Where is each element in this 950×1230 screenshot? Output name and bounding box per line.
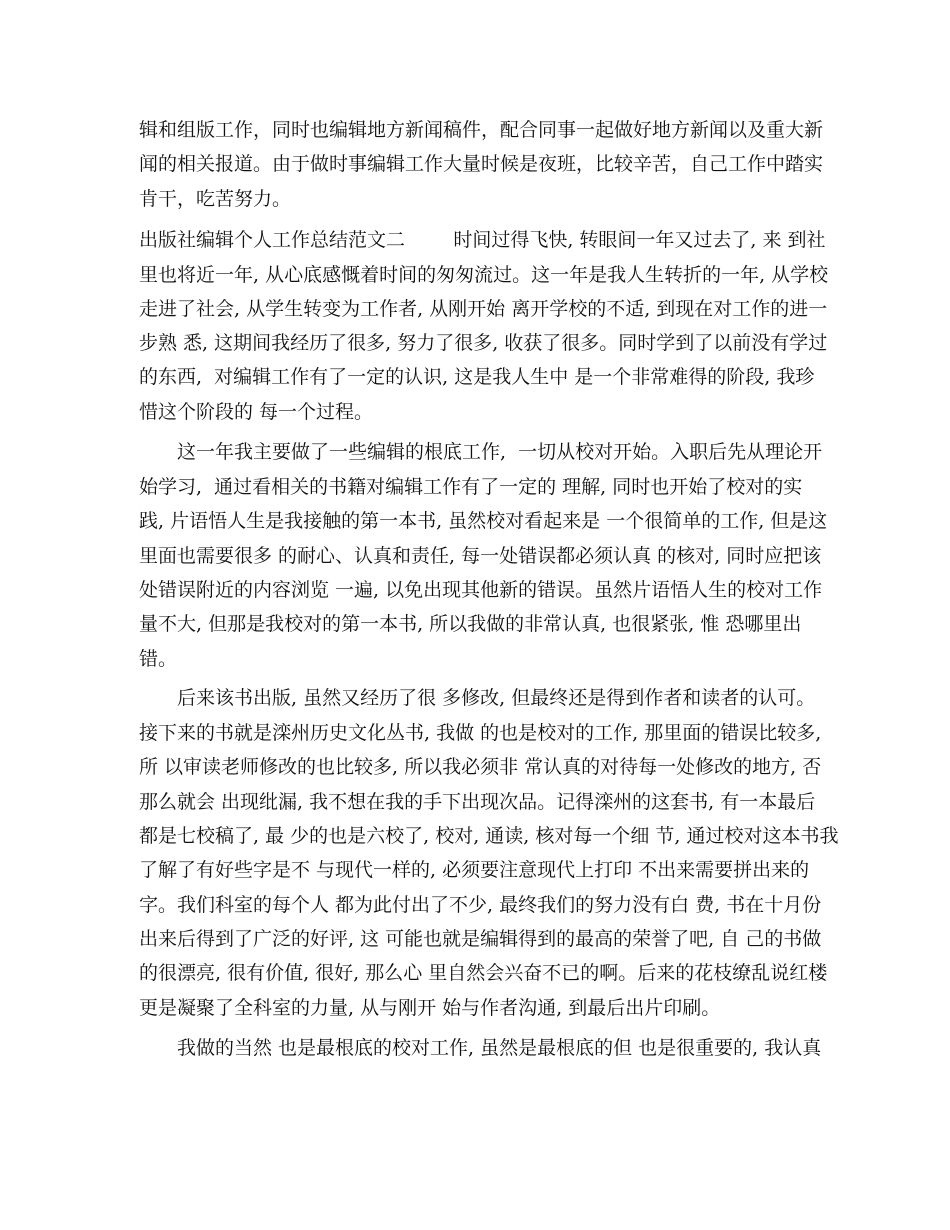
text-line: 惜这个阶段的 每一个过程。: [139, 401, 374, 423]
text-line: 出来后得到了广泛的好评, 这 可能也就是编辑得到的最高的荣誉了吧, 自 己的书做: [139, 928, 822, 950]
text-line: 我做的当然 也是最根底的校对工作, 虽然是最根底的但 也是很重要的, 我认真: [177, 1037, 822, 1059]
text-line: 出版社编辑个人工作总结范文二 时间过得飞快, 转眼间一年又过去了, 来 到社: [139, 229, 826, 251]
text-line: 里也将近一年, 从心底感慨着时间的匆匆流过。这一年是我人生转折的一年, 从学校: [139, 264, 829, 286]
text-line: 量不大, 但那是我校对的第一本书, 所以我做的非常认真, 也很紧张, 惟 恐哪里出: [139, 613, 802, 635]
text-line: 错。: [139, 648, 178, 670]
text-line: 处错误附近的内容浏览 一遍, 以免出现其他新的错误。虽然片语悟人生的校对工作: [139, 579, 823, 601]
text-line: 这一年我主要做了一些编辑的根底工作, 一切从校对开始。入职后先从理论开: [177, 441, 823, 463]
text-line: 更是凝聚了全科室的力量, 从与刚开 始与作者沟通, 到最后出片印刷。: [139, 997, 721, 1019]
text-line: 后来该书出版, 虽然又经历了很 多修改, 但最终还是得到作者和读者的认可。: [177, 687, 816, 709]
text-line: 闻的相关报道。由于做时事编辑工作大量时候是夜班，比较辛苦，自己工作中踏实: [139, 153, 824, 175]
text-line: 里面也需要很多 的耐心、认真和责任, 每一处错误都必须认真 的核对, 同时应把该: [139, 545, 822, 567]
text-line: 践, 片语悟人生是我接触的第一本书, 虽然校对看起来是 一个很简单的工作, 但是这: [139, 510, 828, 532]
text-line: 都是七校稿了, 最 少的也是六校了, 校对, 通读, 核对每一个细 节, 通过校对这本书我: [139, 825, 839, 847]
text-line: 步熟 悉, 这期间我经历了很多, 努力了很多, 收获了很多。同时学到了以前没有学过: [139, 332, 828, 354]
text-line: 接下来的书就是滦州历史文化丛书, 我做 的也是校对的工作, 那里面的错误比较多,: [139, 722, 822, 744]
text-line: 所 以审读老师修改的也比较多, 所以我必须非 常认真的对待每一处修改的地方, 否: [139, 756, 822, 778]
text-line: 了解了有好些字是不 与现代一样的, 必须要注意现代上打印 不出来需要拼出来的: [139, 859, 810, 881]
text-line: 的东西, 对编辑工作有了一定的认识, 这是我人生中 是一个非常难得的阶段, 我珍: [139, 366, 815, 388]
text-line: 肯干，吃苦努力。: [139, 188, 292, 210]
text-line: 字。我们科室的每个人 都为此付出了不少, 最终我们的努力没有白 费, 书在十月份: [139, 894, 822, 916]
text-line: 那么就会 出现纰漏, 我不想在我的手下出现次品。记得滦州的这套书, 有一本最后: [139, 791, 816, 813]
text-line: 的很漂亮, 很有价值, 很好, 那么心 里自然会兴奋不已的啊。后来的花枝缭乱说红楼: [139, 962, 828, 984]
text-line: 辑和组版工作，同时也编辑地方新闻稿件，配合同事一起做好地方新闻以及重大新: [139, 119, 824, 141]
text-line: 始学习, 通过看相关的书籍对编辑工作有了一定的 理解, 同时也开始了校对的实: [139, 476, 803, 498]
text-line: 走进了社会, 从学生转变为工作者, 从刚开始 离开学校的不适, 到现在对工作的进一: [139, 298, 828, 320]
